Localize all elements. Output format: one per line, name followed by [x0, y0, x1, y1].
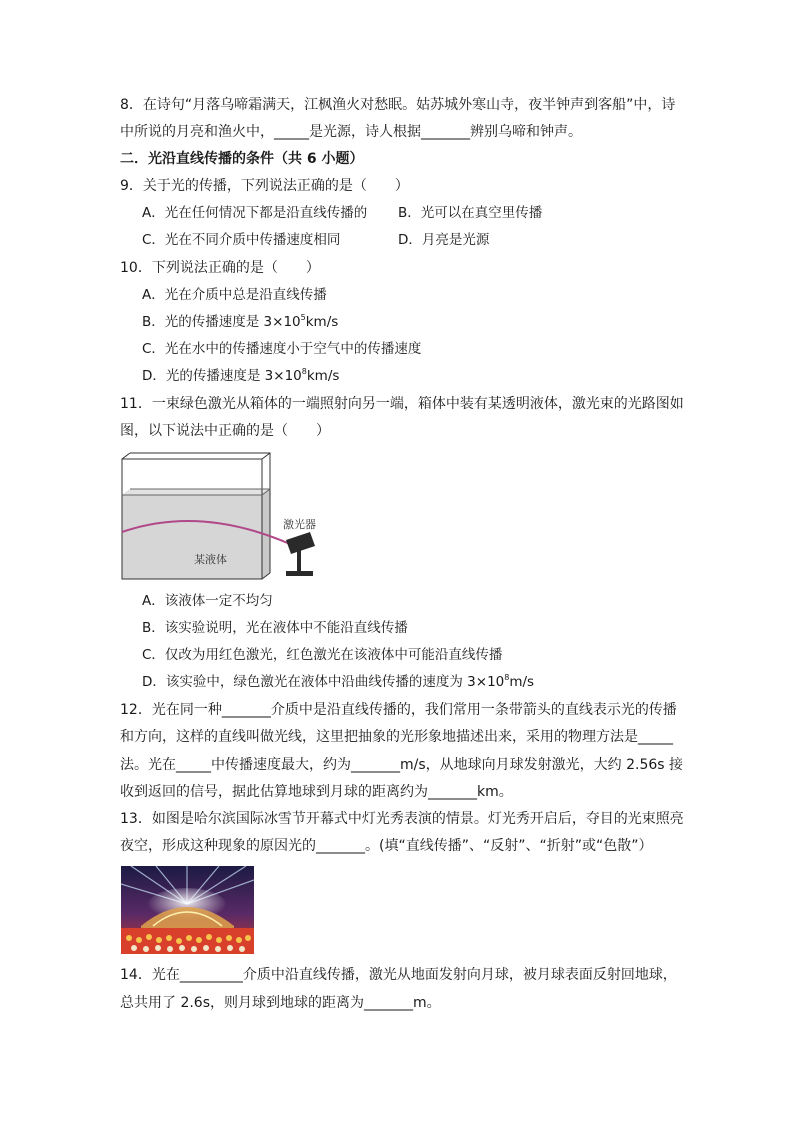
q8-line2: 中所说的月亮和渔火中，_____是光源，诗人根据_______辨别乌啼和钟声。: [120, 124, 582, 140]
q8-line1: 8．在诗句“月落乌啼霜满天，江枫渔火对愁眠。姑苏城外寒山寺，夜半钟声到客船”中，诗: [120, 97, 676, 113]
q14-line2: 总共用了 2.6s，则月球到地球的距离为_______m。: [120, 995, 441, 1011]
q9-option-c: C．光在不同介质中传播速度相同: [142, 232, 341, 248]
q9-option-b: B．光可以在真空里传播: [398, 205, 543, 221]
q10-option-d: D．光的传播速度是 $3\times 10^8km/s$: [142, 367, 340, 384]
q11-option-c: C．仅改为用红色激光，红色激光在该液体中可能沿直线传播: [142, 647, 503, 663]
q13-line2: 夜空，形成这种现象的原因光的_______。(填“直线传播”、“反射”、“折射”或“色散”）: [120, 838, 653, 854]
laser-label: 激光器: [283, 518, 316, 531]
q12-line4: 收到返回的信号，据此估算地球到月球的距离约为_______km。: [120, 784, 513, 800]
laser-device-icon: [286, 532, 315, 576]
q12-line3: 法。光在_____中传播速度最大，约为_______m/s，从地球向月球发射激光，大约 2.56s 接: [120, 757, 684, 773]
q11-option-a: A．该液体一定不均匀: [142, 593, 273, 609]
q11-option-b: B．该实验说明，光在液体中不能沿直线传播: [142, 620, 408, 636]
laser-tank-diagram: [120, 450, 335, 582]
light-show-photo: [121, 866, 254, 954]
q14-line1: 14．光在_________介质中沿直线传播，激光从地面发射向月球，被月球表面反射回地球，: [120, 967, 677, 983]
section-heading: 二．光沿直线传播的条件（共 6 小题）: [120, 151, 364, 167]
q12-line1: 12．光在同一种_______介质中是沿直线传播的，我们常用一条带箭头的直线表示光的传播: [120, 702, 677, 718]
q9-stem: 9．关于光的传播，下列说法正确的是（ ）: [120, 178, 409, 194]
q10-option-a: A．光在介质中总是沿直线传播: [142, 287, 327, 303]
q11-option-d: D．该实验中，绿色激光在液体中沿曲线传播的速度为 $3\times 10^8m/s$: [142, 673, 535, 690]
q9-option-d: D．月亮是光源: [398, 232, 490, 248]
q12-line2: 和方向，这样的直线叫做光线，这里把抽象的光形象地描述出来，采用的物理方法是_____: [120, 729, 673, 745]
q10-option-b: B．光的传播速度是 $3\times 10^5km/s$: [142, 313, 339, 330]
q10-stem: 10．下列说法正确的是（ ）: [120, 260, 320, 276]
liquid-front: [122, 495, 262, 579]
q10-option-c: C．光在水中的传播速度小于空气中的传播速度: [142, 341, 422, 357]
q11-line2: 图，以下说法中正确的是（ ）: [120, 423, 330, 439]
liquid-surface: [122, 489, 270, 495]
q13-line1: 13．如图是哈尔滨国际冰雪节开幕式中灯光秀表演的情景。灯光秀开启后，夺目的光束照亮: [120, 811, 684, 827]
q9-option-a: A．光在任何情况下都是沿直线传播的: [142, 205, 368, 221]
liquid-label: 某液体: [194, 553, 227, 566]
q11-line1: 11．一束绿色激光从箱体的一端照射向另一端，箱体中装有某透明液体，激光束的光路图如: [120, 396, 684, 412]
